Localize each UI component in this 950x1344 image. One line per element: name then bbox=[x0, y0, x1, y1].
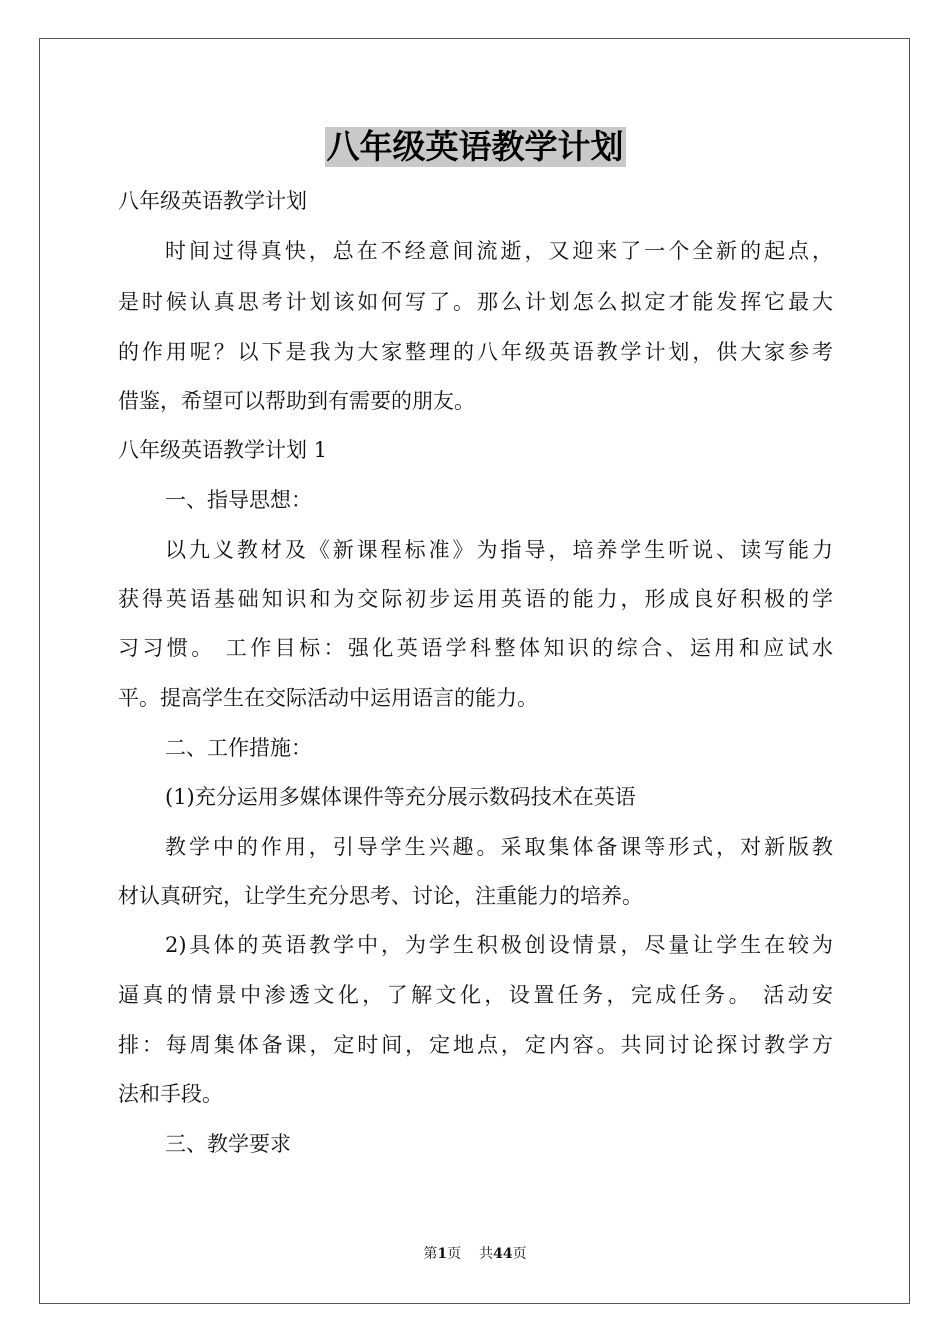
paragraph-line: (1)充分运用多媒体课件等充分展示数码技术在英语 bbox=[165, 785, 636, 809]
document-title: 八年级英语教学计划 bbox=[326, 127, 624, 166]
paragraph-line: 法和手段。 bbox=[118, 1082, 223, 1106]
subsection-heading: 一、指导思想： bbox=[165, 488, 312, 512]
paragraph-line: 2)具体的英语教学中，为学生积极创设情景，尽量让学生在较为 bbox=[165, 933, 833, 957]
paragraph-line: 教学中的作用，引导学生兴趣。采取集体备课等形式，对新版教 bbox=[165, 835, 833, 859]
paragraph-line: 逼真的情景中渗透文化，了解文化，设置任务，完成任务。 活动安 bbox=[118, 983, 833, 1007]
paragraph-line: 借鉴，希望可以帮助到有需要的朋友。 bbox=[118, 389, 475, 413]
paragraph-line: 排：每周集体备课，定时间，定地点，定内容。共同讨论探讨教学方 bbox=[118, 1033, 833, 1057]
section-heading: 八年级英语教学计划 1 bbox=[118, 438, 328, 462]
paragraph-line: 获得英语基础知识和为交际初步运用英语的能力，形成良好积极的学 bbox=[118, 587, 833, 611]
total-suffix: 页 bbox=[512, 1246, 527, 1262]
subtitle-line: 八年级英语教学计划 bbox=[118, 189, 307, 213]
title-container bbox=[0, 127, 950, 167]
paragraph-line: 习习惯。 工作目标：强化英语学科整体知识的综合、运用和应试水 bbox=[118, 636, 833, 660]
total-prefix: 共 bbox=[479, 1246, 494, 1262]
page-footer bbox=[0, 1243, 950, 1263]
page-border bbox=[39, 38, 910, 1304]
page-number: 1 bbox=[437, 1246, 448, 1262]
total-pages: 44 bbox=[493, 1246, 513, 1262]
page-prefix: 第 bbox=[423, 1246, 438, 1262]
subsection-heading: 三、教学要求 bbox=[165, 1132, 291, 1156]
paragraph-line: 是时候认真思考计划该如何写了。那么计划怎么拟定才能发挥它最大 bbox=[118, 290, 833, 314]
paragraph-line: 时间过得真快，总在不经意间流逝，又迎来了一个全新的起点， bbox=[165, 239, 833, 263]
subsection-heading: 二、工作措施： bbox=[165, 736, 312, 760]
paragraph-line: 以九义教材及《新课程标准》为指导，培养学生听说、读写能力 bbox=[165, 538, 833, 562]
paragraph-line: 的作用呢？以下是我为大家整理的八年级英语教学计划，供大家参考 bbox=[118, 340, 833, 364]
paragraph-line: 材认真研究，让学生充分思考、讨论，注重能力的培养。 bbox=[118, 884, 643, 908]
paragraph-line: 平。提高学生在交际活动中运用语言的能力。 bbox=[118, 686, 538, 710]
page-suffix: 页 bbox=[447, 1246, 462, 1262]
